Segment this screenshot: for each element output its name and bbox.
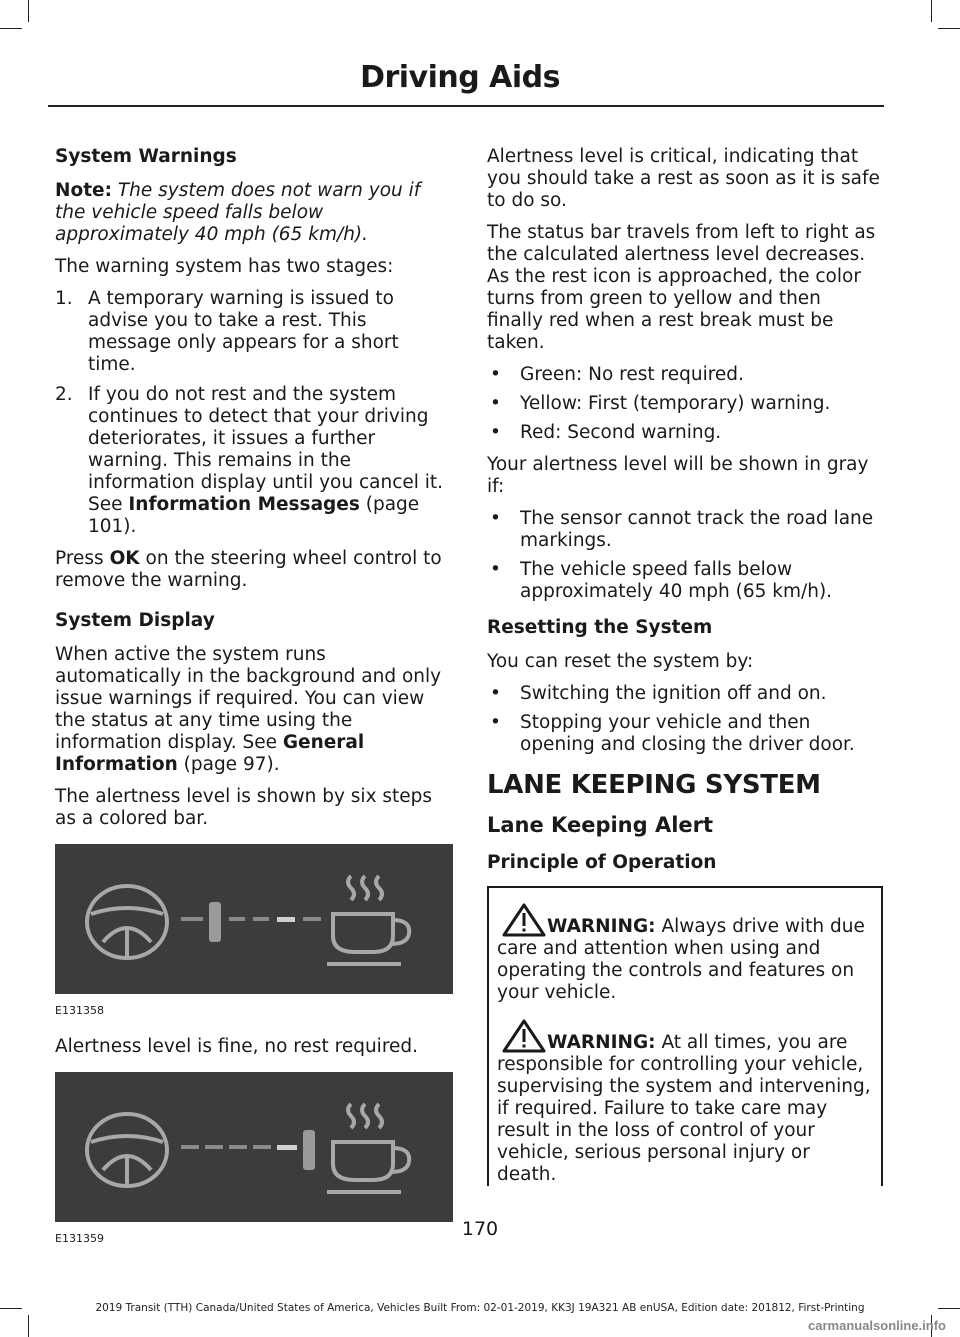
header-rule [48, 105, 884, 107]
note-label: Note: [55, 180, 112, 201]
alertness-bar-graphic [55, 1072, 453, 1222]
crop-mark [28, 1315, 29, 1337]
alertness-bar-graphic [55, 844, 453, 994]
display-text: When active the system runs automatically in the background and only issue warnings if required. You can view the status at any time using the information display. See [55, 644, 442, 753]
bullet-text: Switching the ignition off and on. [520, 683, 827, 704]
stages-intro: The warning system has two stages: [55, 256, 394, 277]
steering-wheel-icon [87, 886, 167, 958]
list-number: 2. [55, 384, 73, 405]
list-number: 1. [55, 288, 73, 309]
bullet-text: Green: No rest required. [520, 364, 744, 385]
bullet: • [490, 559, 501, 580]
note-text: The system does not warn you if the vehicle speed falls below approximately 40 mph (65 km/h). [55, 180, 421, 245]
warning-text: At all times, you are responsible for controlling your vehicle, supervising the system and intervening, if required. Failure to take care may result in the loss of control of your vehicle, serious personal injury or death. [497, 1032, 871, 1185]
warning-2 [497, 1018, 873, 1186]
reset-intro: You can reset the system by: [487, 651, 754, 672]
warning-label: WARNING: [547, 1032, 656, 1053]
ok-button-label: OK [109, 548, 140, 569]
press-text: Press [55, 548, 110, 569]
warning-text: Always drive with due care and attention when using and operating the controls and features on your vehicle. [497, 916, 865, 1003]
page-number: 170 [461, 1218, 499, 1240]
step-text: If you do not rest and the system continues to detect that your driving deteriorates, it issues a further warning. This remains in the information display until you cancel it. See [88, 384, 444, 515]
crop-mark [28, 0, 29, 22]
alertness-intro: The alertness level is shown by six steps as a colored bar. [55, 786, 433, 829]
bullet-text: Yellow: First (temporary) warning. [520, 393, 831, 414]
alertness-figure-critical [55, 1072, 453, 1222]
warning-triangle-icon [501, 902, 547, 938]
list-item [487, 364, 882, 386]
crop-mark [938, 28, 960, 29]
bullet: • [490, 683, 501, 704]
general-information-link[interactable]: General Information [55, 732, 365, 775]
gray-intro: Your alertness level will be shown in gray if: [487, 454, 869, 497]
alertness-figure-fine [55, 844, 453, 994]
bullet: • [490, 393, 501, 414]
lane-alert-heading: Lane Keeping Alert [487, 813, 714, 837]
step-text: A temporary warning is issued to advise you to take a rest. This message only appears for a short time. [88, 288, 399, 375]
footer-text: 2019 Transit (TTH) Canada/United States of America, Vehicles Built From: 02-01-2019, KK3J 19A321 AB enUSA, Edition date: 201812, First-Printing [95, 1302, 865, 1314]
press-text-end: on the steering wheel control to remove the warning. [55, 548, 442, 591]
crop-mark [931, 0, 932, 22]
watermark: carmanualsonline.info [808, 1318, 946, 1333]
page-header-title: Driving Aids [360, 60, 560, 95]
list-item [55, 384, 450, 538]
principle-heading: Principle of Operation [487, 852, 717, 873]
list-item [487, 712, 882, 756]
system-warnings-heading: System Warnings [55, 146, 237, 167]
crop-mark [0, 28, 22, 29]
warning-stages-list [55, 288, 450, 538]
bullet-text: The sensor cannot track the road lane markings. [520, 508, 874, 551]
warning-1 [497, 902, 873, 1004]
reset-bullet-list [487, 683, 882, 756]
warning-label: WARNING: [547, 916, 656, 937]
status-bar-paragraph: The status bar travels from left to right as the calculated alertness level decreases. As the rest icon is approached, the color turns from green to yellow and then finally red when a rest break must be taken. [487, 222, 876, 353]
bullet: • [490, 422, 501, 443]
coffee-cup-icon [327, 876, 409, 964]
list-item [487, 393, 882, 415]
figure-code: E131359 [55, 1232, 104, 1245]
alertness-bar [181, 1130, 315, 1170]
page-ref: (page 101). [88, 494, 420, 537]
press-ok-paragraph [55, 548, 450, 592]
list-item [487, 559, 882, 603]
figure-caption: Alertness level is fine, no rest required. [55, 1036, 419, 1057]
alertness-bar [181, 902, 321, 942]
list-item [55, 288, 450, 376]
gray-bullet-list [487, 508, 882, 603]
figure-code: E131358 [55, 1004, 104, 1017]
right-column [487, 146, 882, 1200]
system-display-heading: System Display [55, 610, 215, 631]
bullet: • [490, 712, 501, 733]
bullet-text: Red: Second warning. [520, 422, 722, 443]
note-paragraph [55, 180, 450, 246]
list-item [487, 422, 882, 444]
list-item [487, 508, 882, 552]
information-messages-link[interactable]: Information Messages [128, 494, 360, 515]
coffee-cup-icon [327, 1104, 409, 1192]
warning-triangle-icon [501, 1018, 547, 1054]
color-bullet-list [487, 364, 882, 444]
critical-paragraph: Alertness level is critical, indicating that you should take a rest as soon as it is safe to do so. [487, 146, 880, 211]
bullet-text: Stopping your vehicle and then opening and closing the driver door. [520, 712, 855, 755]
list-item [487, 683, 882, 705]
bullet: • [490, 364, 501, 385]
system-display-paragraph [55, 644, 450, 776]
steering-wheel-icon [87, 1114, 167, 1186]
warning-box [487, 886, 883, 1186]
page-ref: (page 97). [177, 754, 280, 775]
lane-keeping-heading: LANE KEEPING SYSTEM [487, 770, 821, 800]
bullet: • [490, 508, 501, 529]
bullet-text: The vehicle speed falls below approximately 40 mph (65 km/h). [520, 559, 833, 602]
resetting-heading: Resetting the System [487, 617, 713, 638]
left-column [55, 146, 450, 1264]
